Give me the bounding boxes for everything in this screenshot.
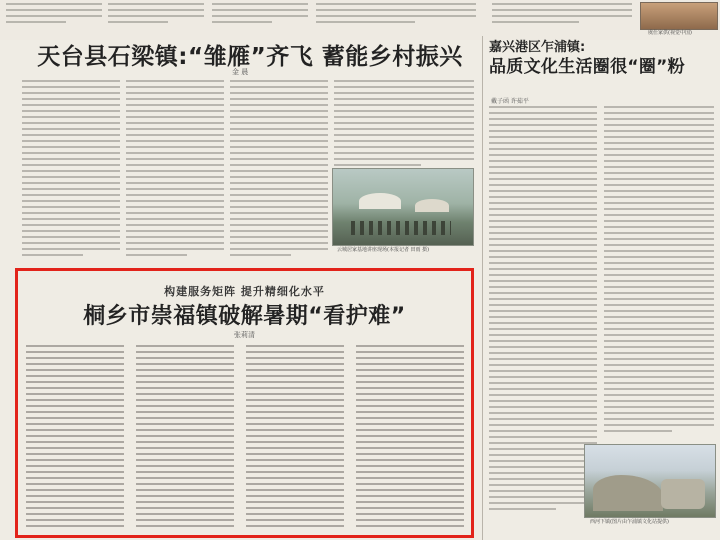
right-column-1 bbox=[489, 106, 597, 514]
right-photo-caption: 西河下镇(图片由乍浦镇文化站提供) bbox=[590, 519, 669, 525]
right-column-2 bbox=[604, 106, 714, 436]
highlighted-article bbox=[15, 268, 474, 538]
text-block bbox=[212, 3, 308, 27]
top-strip bbox=[0, 0, 720, 40]
text-block bbox=[6, 3, 102, 27]
text-block bbox=[316, 3, 476, 27]
text-block bbox=[108, 3, 204, 27]
highlighted-column-3 bbox=[246, 345, 344, 531]
text-block bbox=[492, 3, 632, 27]
main-photo-caption: 云城居家基地讲座现场(本报记者 田雨 摄) bbox=[337, 247, 430, 253]
main-column-4 bbox=[334, 80, 474, 170]
highlighted-column-4 bbox=[356, 345, 464, 531]
right-headline-block bbox=[489, 40, 714, 78]
highlighted-column-2 bbox=[136, 345, 234, 531]
main-headline: 天台县石梁镇:“雏雁”齐飞 蓄能乡村振兴 bbox=[37, 44, 463, 70]
main-photo bbox=[332, 168, 474, 246]
highlighted-column-1 bbox=[26, 345, 124, 531]
right-headline: 品质文化生活圈很“圈”粉 bbox=[489, 57, 685, 77]
right-subhead: 嘉兴港区乍浦镇: bbox=[489, 40, 586, 55]
main-column-3 bbox=[230, 80, 328, 260]
right-photo bbox=[584, 444, 716, 518]
main-column-1 bbox=[22, 80, 120, 260]
right-byline: 戴子函 许茹平 bbox=[491, 98, 529, 105]
main-byline: 金 晨 bbox=[232, 68, 249, 76]
highlighted-byline: 张莉清 bbox=[234, 331, 255, 339]
top-right-photo bbox=[640, 2, 718, 30]
top-right-caption: 虞仕家供(视觉中国) bbox=[648, 30, 692, 36]
highlighted-headline: 桐乡市崇福镇破解暑期“看护难” bbox=[83, 304, 406, 329]
highlighted-kicker: 构建服务矩阵 提升精细化水平 bbox=[164, 285, 325, 298]
column-divider bbox=[482, 36, 483, 540]
main-column-2 bbox=[126, 80, 224, 260]
